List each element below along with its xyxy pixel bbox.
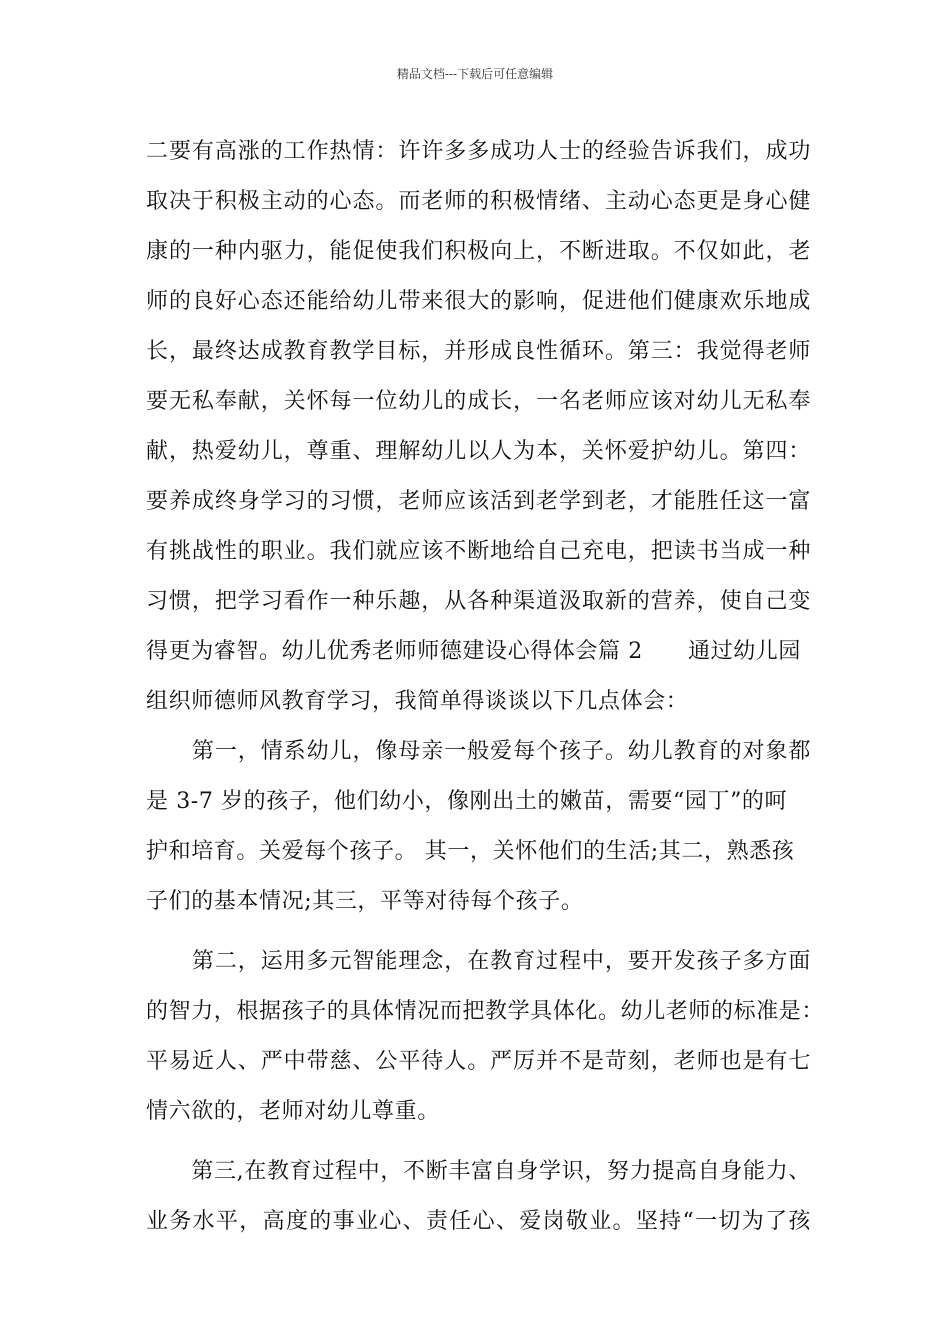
text-line: 第一，情系幼儿，像母亲一般爱每个孩子。幼儿教育的对象都 bbox=[146, 739, 811, 764]
text-line: 护和培育。关爱每个孩子。 其一，关怀他们的生活;其二，熟悉孩 bbox=[146, 839, 795, 864]
text-line: 是 3-7 岁的孩子，他们幼小，像刚出土的嫩苗，需要“园丁”的呵 bbox=[146, 789, 788, 814]
paragraph-gap bbox=[146, 927, 811, 937]
text-line: 第三,在教育过程中，不断丰富自身学识，努力提高自身能力、 bbox=[146, 1159, 811, 1184]
text-line: 业务水平，高度的事业心、责任心、爱岗敬业。坚持“一切为了孩 bbox=[146, 1209, 811, 1234]
text-line: 得更为睿智。幼儿优秀老师师德建设心得体会篇 2 通过幼儿园 bbox=[146, 639, 801, 664]
text-line: 献，热爱幼儿，尊重、理解幼儿以人为本，关怀爱护幼儿。第四： bbox=[146, 439, 811, 464]
text-line: 第二，运用多元智能理念，在教育过程中，要开发孩子多方面 bbox=[146, 949, 811, 974]
paragraph bbox=[146, 127, 811, 727]
text-line: 组织师德师风教育学习，我简单得谈谈以下几点体会： bbox=[146, 689, 689, 714]
text-line: 取决于积极主动的心态。而老师的积极情绪、主动心态更是身心健 bbox=[146, 189, 811, 214]
text-line: 要养成终身学习的习惯，老师应该活到老学到老，才能胜任这一富 bbox=[146, 489, 811, 514]
document-body bbox=[146, 127, 825, 1247]
paragraph bbox=[146, 727, 811, 927]
paragraph-gap bbox=[146, 1137, 811, 1147]
paragraph bbox=[146, 1147, 811, 1247]
page-header: 精品文档---下载后可任意编辑 bbox=[396, 67, 554, 81]
text-line: 有挑战性的职业。我们就应该不断地给自己充电，把读书当成一种 bbox=[146, 539, 811, 564]
text-line: 习惯，把学习看作一种乐趣，从各种渠道汲取新的营养，使自己变 bbox=[146, 589, 811, 614]
text-line: 康的一种内驱力，能促使我们积极向上，不断进取。不仅如此，老 bbox=[146, 239, 811, 264]
text-line: 子们的基本情况;其三，平等对待每个孩子。 bbox=[146, 889, 584, 914]
text-line: 要无私奉献，关怀每一位幼儿的成长，一名老师应该对幼儿无私奉 bbox=[146, 389, 811, 414]
text-line: 长，最终达成教育教学目标，并形成良性循环。第三：我觉得老师 bbox=[146, 339, 811, 364]
text-line: 情六欲的，老师对幼儿尊重。 bbox=[146, 1099, 440, 1124]
text-line: 的智力，根据孩子的具体情况而把教学具体化。幼儿老师的标准是： bbox=[146, 999, 825, 1024]
text-line: 师的良好心态还能给幼儿带来很大的影响，促进他们健康欢乐地成 bbox=[146, 289, 811, 314]
paragraph bbox=[146, 937, 825, 1137]
text-line: 平易近人、严中带慈、公平待人。严厉并不是苛刻，老师也是有七 bbox=[146, 1049, 811, 1074]
text-line: 二要有高涨的工作热情：许许多多成功人士的经验告诉我们，成功 bbox=[146, 139, 811, 164]
